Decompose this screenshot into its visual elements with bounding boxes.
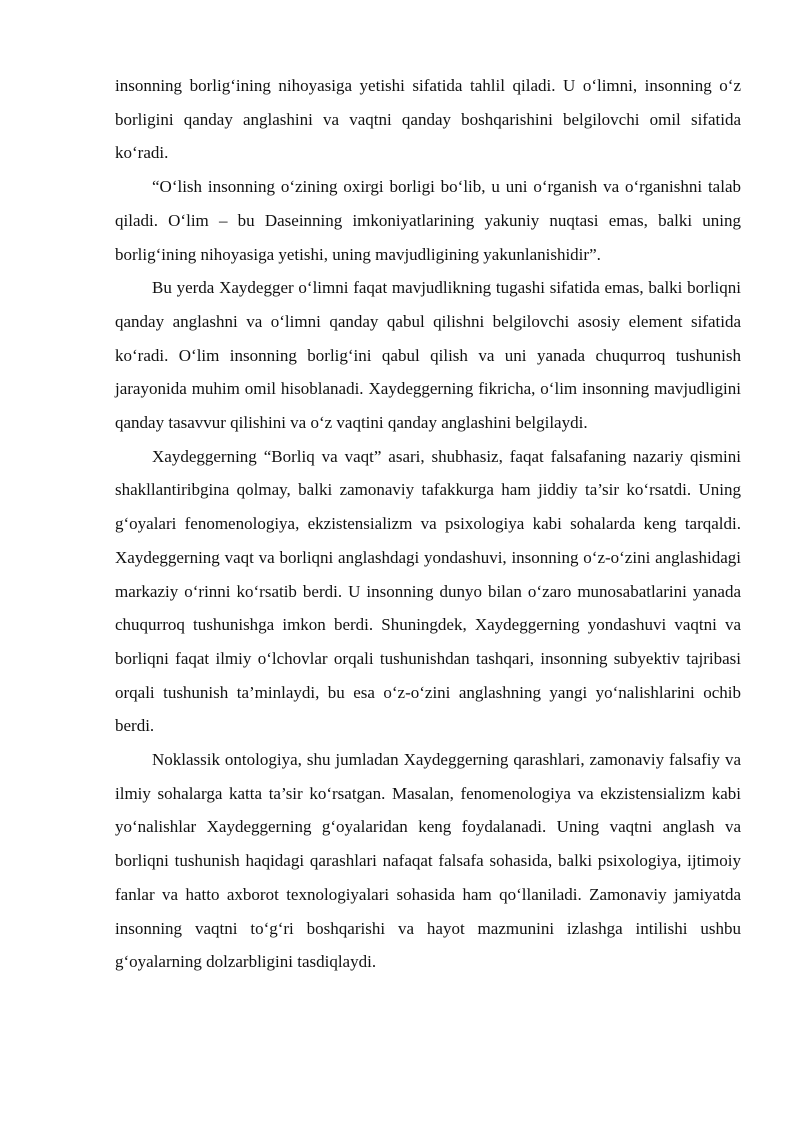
paragraph-quote: “O‘lish insonning o‘zining oxirgi borligi bo‘lib, u uni o‘rganish va o‘rganishni talab qiladi. O‘lim – bu Daseinning imkoniyatlarining yakuniy nuqtasi emas, balki uning borlig‘ining nihoyasiga yetishi, uning mavjudligining yakunlanishidir”. xyxy=(115,177,741,264)
paragraph-nonclassical-ontology: Noklassik ontologiya, shu jumladan Xaydeggerning qarashlari, zamonaviy falsafiy va ilmiy sohalarga katta ta’sir ko‘rsatgan. Masalan, fenomenologiya va ekzistensializm kabi yo‘nalishlar Xaydeggerning g‘oyalaridan keng foydalanadi. Uning vaqtni anglash va borliqni tushunish haqidagi qarashlari nafaqat falsafa sohasida, balki psixologiya, ijtimoiy fanlar va hatto axborot texnologiyalari sohasida ham qo‘llaniladi. Zamonaviy jamiyatda insonning vaqtni to‘g‘ri boshqarishi va hayot mazmunini izlashga intilishi ushbu g‘oyalarning dolzarbligini tasdiqlaydi. xyxy=(115,750,741,972)
paragraph-death-analysis: Bu yerda Xaydegger o‘limni faqat mavjudlikning tugashi sifatida emas, balki borliqni qanday anglashni va o‘limni qanday qabul qilishni belgilovchi asosiy element sifatida ko‘radi. O‘lim insonning borlig‘ini qabul qilish va uni yanada chuqurroq tushunish jarayonida muhim omil hisoblanadi. Xaydeggerning fikricha, o‘lim insonning mavjudligini qanday tasavvur qilishini va o‘z vaqtini qanday anglashini belgilaydi. xyxy=(115,278,741,433)
paragraph-continuation: insonning borlig‘ining nihoyasiga yetishi sifatida tahlil qiladi. U o‘limni, insonning o‘z borligini qanday anglashini va vaqtni qanday boshqarishini belgilovchi omil sifatida ko‘radi. xyxy=(115,76,741,163)
document-page xyxy=(115,69,741,979)
paragraph-being-and-time-influence: Xaydeggerning “Borliq va vaqt” asari, shubhasiz, faqat falsafaning nazariy qismini shakllantiribgina qolmay, balki zamonaviy tafakkurga ham jiddiy ta’sir ko‘rsatdi. Uning g‘oyalari fenomenologiya, ekzistensializm va psixologiya kabi sohalarda keng tarqaldi. Xaydeggerning vaqt va borliqni anglashdagi yondashuvi, insonning o‘z-o‘zini anglashidagi markaziy o‘rinni ko‘rsatib berdi. U insonning dunyo bilan o‘zaro munosabatlarini yanada chuqurroq tushunishga imkon berdi. Shuningdek, Xaydeggerning yondashuvi vaqtni va borliqni faqat ilmiy o‘lchovlar orqali tushunishdan tashqari, insonning subyektiv tajribasi orqali tushunish ta’minlaydi, bu esa o‘z-o‘zini anglashning yangi yo‘nalishlarini ochib berdi. xyxy=(115,446,741,736)
